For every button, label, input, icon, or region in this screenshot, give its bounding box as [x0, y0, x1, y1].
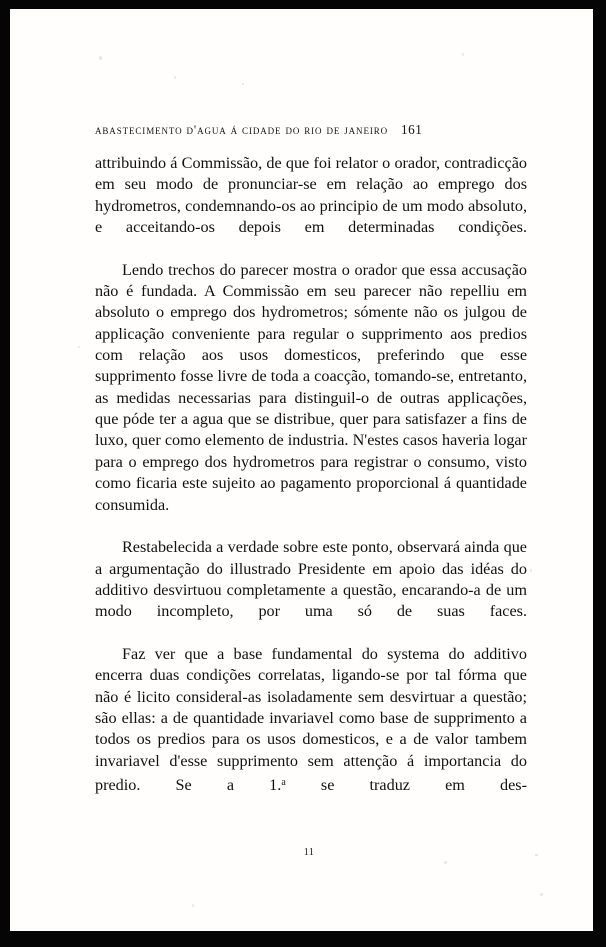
paper-speckle — [242, 83, 244, 85]
paragraph-final-text-before-ordinal: Faz ver que a base fundamental do systema do additivo encerra duas condições correlatas, ligando-se por tal fórma que não é licito consideral-as isoladamente sem desvirtuar a questão; são ellas: a de quantidade invariavel como base de supprimento a todos os predios para os usos domesticos, e a de valor tambem invariavel d'esse supprimento sem attenção á importancia do predio. Se a 1. — [95, 644, 527, 795]
paragraph: Lendo trechos do parecer mostra o orador que essa accusação não é fundada. A Commissão em seu parecer não repelliu em absoluto o emprego dos hydrometros; sómente não os julgou de applicação conveniente para regular o supprimento aos predios com relação aos usos domesticos, preferindo que esse supprimento fosse livre de toda a coacção, tomando-se, entretanto, as medidas necessarias para distinguil-o de outras applicações, que póde ter a agua que se distribue, quer para satisfazer a fins de luxo, quer como elemento de industria. N'estes casos haveria logar para o emprego dos hydrometros para registrar o consumo, visto como ficaria este sujeito ao pagamento proporcional á quantidade consumida. — [95, 260, 527, 514]
ordinal-superscript: a — [281, 776, 286, 788]
paper-speckle — [530, 569, 532, 572]
paragraph-final-text-after-ordinal: se traduz em des- — [285, 776, 527, 795]
paper-speckle — [192, 904, 194, 907]
paper-speckle — [444, 861, 447, 864]
signature-mark: 11 — [303, 847, 315, 858]
paper-speckle — [78, 346, 80, 348]
paper-speckle — [540, 893, 543, 896]
body-text-block — [95, 153, 527, 818]
paper-speckle — [99, 56, 102, 60]
paragraph: attribuindo á Commissão, de que foi relator o orador, contradicção em seu modo de pronunciar-se em relação ao emprego dos hydrometros, condemnando-os ao principio de um modo absoluto, e acceitando-os depois em determinadas condições. — [95, 154, 527, 237]
paragraph: Restabelecida a verdade sobre este ponto, observará ainda que a argumentação do illustrado Presidente em apoio das idéas do additivo desvirtuou completamente a questão, encarando-a de um modo incompleto, por uma só de suas faces. — [95, 538, 527, 621]
running-head — [95, 122, 523, 138]
paragraph-final — [95, 644, 527, 818]
paper-speckle — [174, 76, 176, 79]
paper-speckle — [535, 854, 538, 856]
page-folio-number: 161 — [401, 122, 423, 137]
running-head-title: abastecimento d'agua á cidade do rio de janeiro — [95, 123, 389, 137]
paper-speckle — [462, 53, 464, 56]
page-leaf — [10, 9, 593, 931]
